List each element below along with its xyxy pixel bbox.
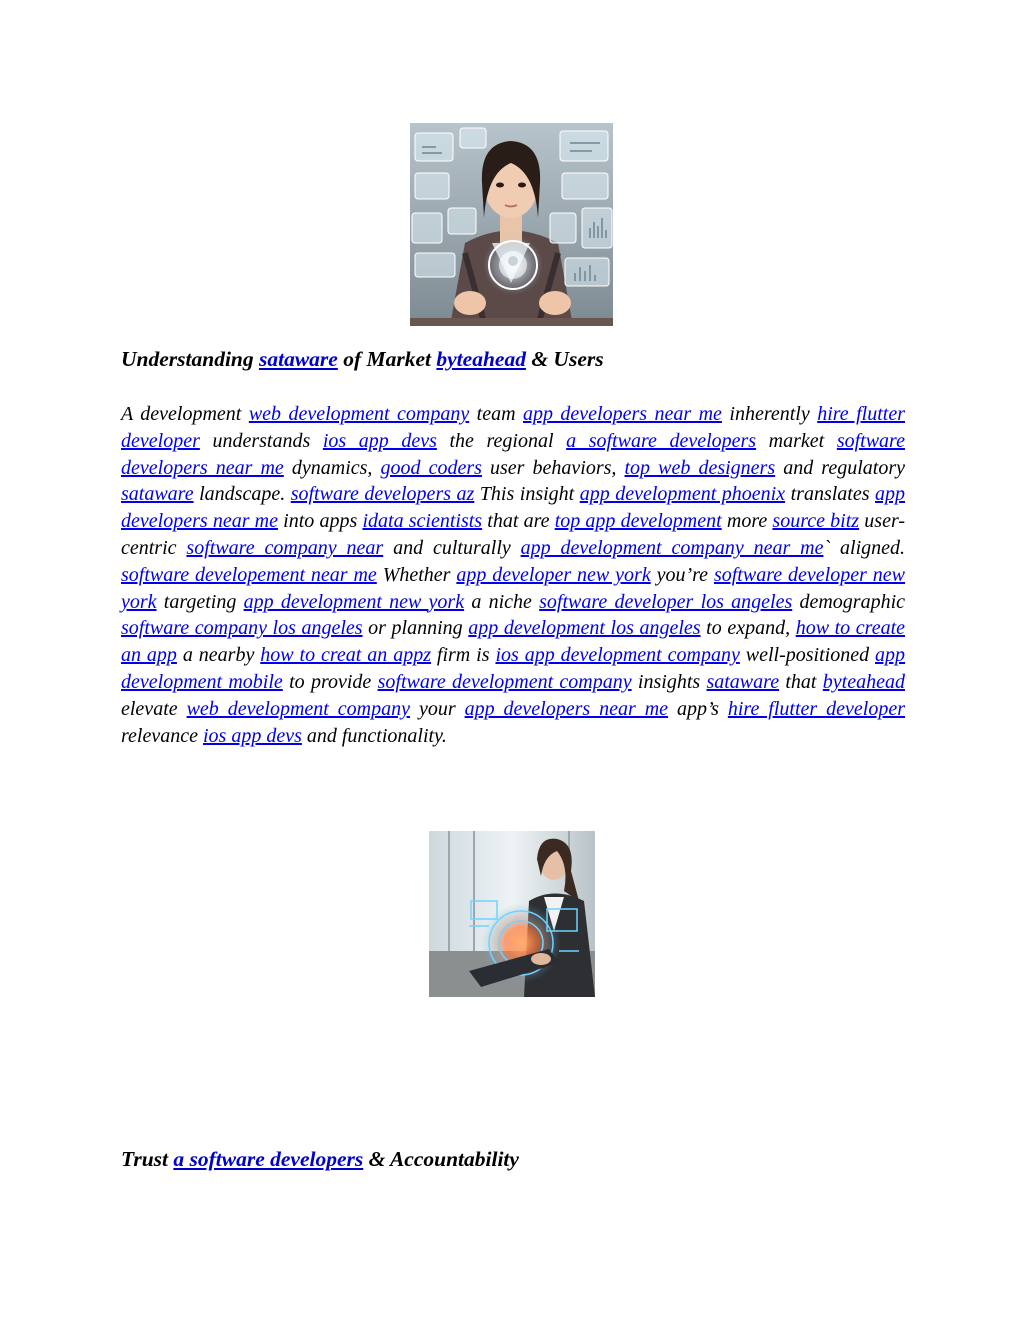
inline-link[interactable]: app developers near me	[522, 403, 722, 425]
paragraph-text: ` aligned.	[823, 536, 906, 559]
inline-link[interactable]: software development company	[377, 670, 632, 693]
paragraph-text: firm is	[430, 644, 496, 667]
inline-link[interactable]: ios app devs	[322, 429, 437, 452]
heading-text: Understanding	[121, 347, 259, 371]
inline-link[interactable]: software company near	[186, 536, 384, 559]
paragraph-text: demographic	[792, 590, 905, 613]
inline-link[interactable]: software company los angeles	[121, 617, 363, 640]
inline-link[interactable]: software developer los angeles	[539, 590, 793, 613]
inline-link[interactable]: byteahead	[822, 670, 905, 693]
inline-link[interactable]: software developers az	[290, 483, 475, 506]
body-paragraph	[121, 401, 905, 749]
paragraph-text: or planning	[362, 617, 469, 640]
inline-link[interactable]: hire flutter developer	[727, 697, 906, 720]
inline-link[interactable]: a software developers	[566, 429, 757, 452]
inline-link[interactable]: software developers near me	[121, 429, 905, 479]
paragraph-text: a nearby	[176, 644, 261, 667]
paragraph-text: into apps	[277, 510, 363, 533]
inline-link[interactable]: app development phoenix	[579, 483, 786, 506]
section-heading-understanding	[121, 349, 604, 371]
paragraph-text: inherently	[721, 403, 818, 425]
heading-text: & Users	[525, 347, 604, 371]
inline-link[interactable]: software developer new york	[121, 563, 905, 613]
businesswoman-with-holographic-tablet-icon	[429, 831, 595, 997]
inline-link[interactable]: web development company	[248, 403, 470, 425]
paragraph-text: insights	[631, 670, 707, 693]
inline-link[interactable]: app developers near me	[121, 483, 906, 533]
inline-link[interactable]: top app development	[554, 510, 722, 533]
paragraph-text: understands	[199, 429, 323, 452]
paragraph-text: the regional	[436, 429, 567, 452]
paragraph-text: that are	[482, 510, 555, 533]
woman-with-holographic-app-interface-image	[410, 123, 613, 326]
heading-text: & Accountability	[363, 1147, 519, 1171]
paragraph-text: user-centric	[121, 510, 905, 559]
paragraph-text: and functionality.	[301, 724, 447, 747]
paragraph-text: dynamics,	[283, 456, 381, 479]
inline-link[interactable]: app development los angeles	[468, 617, 701, 640]
paragraph-text: and regulatory	[775, 456, 905, 479]
inline-link[interactable]: app developer new york	[456, 563, 651, 586]
inline-link[interactable]: how to create an app	[121, 617, 906, 667]
inline-link[interactable]: app developers near me	[464, 697, 669, 720]
paragraph-text: targeting	[156, 590, 244, 613]
paragraph-text: that	[779, 670, 823, 693]
section-heading-trust	[121, 1149, 519, 1171]
paragraph-text: elevate	[121, 697, 187, 720]
paragraph-text: you’re	[650, 563, 714, 586]
paragraph-text: translates	[785, 483, 876, 506]
paragraph-text: This insight	[474, 483, 580, 506]
paragraph-text: and culturally	[383, 536, 521, 559]
paragraph-text: well-positioned	[739, 644, 876, 667]
paragraph-text: team	[469, 403, 523, 425]
inline-link[interactable]: sataware	[706, 670, 780, 693]
inline-link[interactable]: idata scientists	[362, 510, 483, 533]
paragraph-text: market	[756, 429, 837, 452]
inline-link[interactable]: ios app development company	[495, 644, 740, 667]
inline-link[interactable]: software developement near me	[121, 563, 377, 586]
paragraph-text: a niche	[464, 590, 540, 613]
inline-link[interactable]: good coders	[380, 456, 482, 479]
heading-text: Trust	[121, 1147, 174, 1171]
paragraph-text: A development	[121, 403, 249, 425]
heading-link-byteahead[interactable]: byteahead	[436, 347, 526, 371]
heading-link-sataware[interactable]: sataware	[259, 347, 338, 371]
heading-link-a-software-developers[interactable]: a software developers	[173, 1147, 364, 1171]
paragraph-text: landscape.	[193, 483, 291, 506]
paragraph-text: app’s	[668, 697, 728, 720]
businesswoman-with-holographic-tablet-image	[429, 831, 595, 997]
inline-link[interactable]: app development new york	[243, 590, 465, 613]
inline-link[interactable]: top web designers	[624, 456, 776, 479]
inline-link[interactable]: source bitz	[772, 510, 860, 533]
inline-link[interactable]: sataware	[121, 483, 194, 506]
paragraph-text: to expand,	[700, 617, 796, 640]
woman-with-holographic-app-interface-icon	[410, 123, 613, 326]
paragraph-text: more	[721, 510, 773, 533]
inline-link[interactable]: ios app devs	[202, 724, 302, 747]
paragraph-text: Whether	[376, 563, 457, 586]
inline-link[interactable]: how to creat an appz	[260, 644, 431, 667]
heading-text: of Market	[337, 347, 437, 371]
paragraph-text: user behaviors,	[481, 456, 625, 479]
paragraph-text: relevance	[121, 724, 203, 747]
paragraph-text: your	[410, 697, 465, 720]
inline-link[interactable]: web development company	[186, 697, 410, 720]
inline-link[interactable]: app development mobile	[121, 644, 906, 693]
inline-link[interactable]: hire flutter developer	[121, 403, 905, 452]
inline-link[interactable]: app development company near me	[520, 536, 824, 559]
paragraph-text: to provide	[282, 670, 378, 693]
